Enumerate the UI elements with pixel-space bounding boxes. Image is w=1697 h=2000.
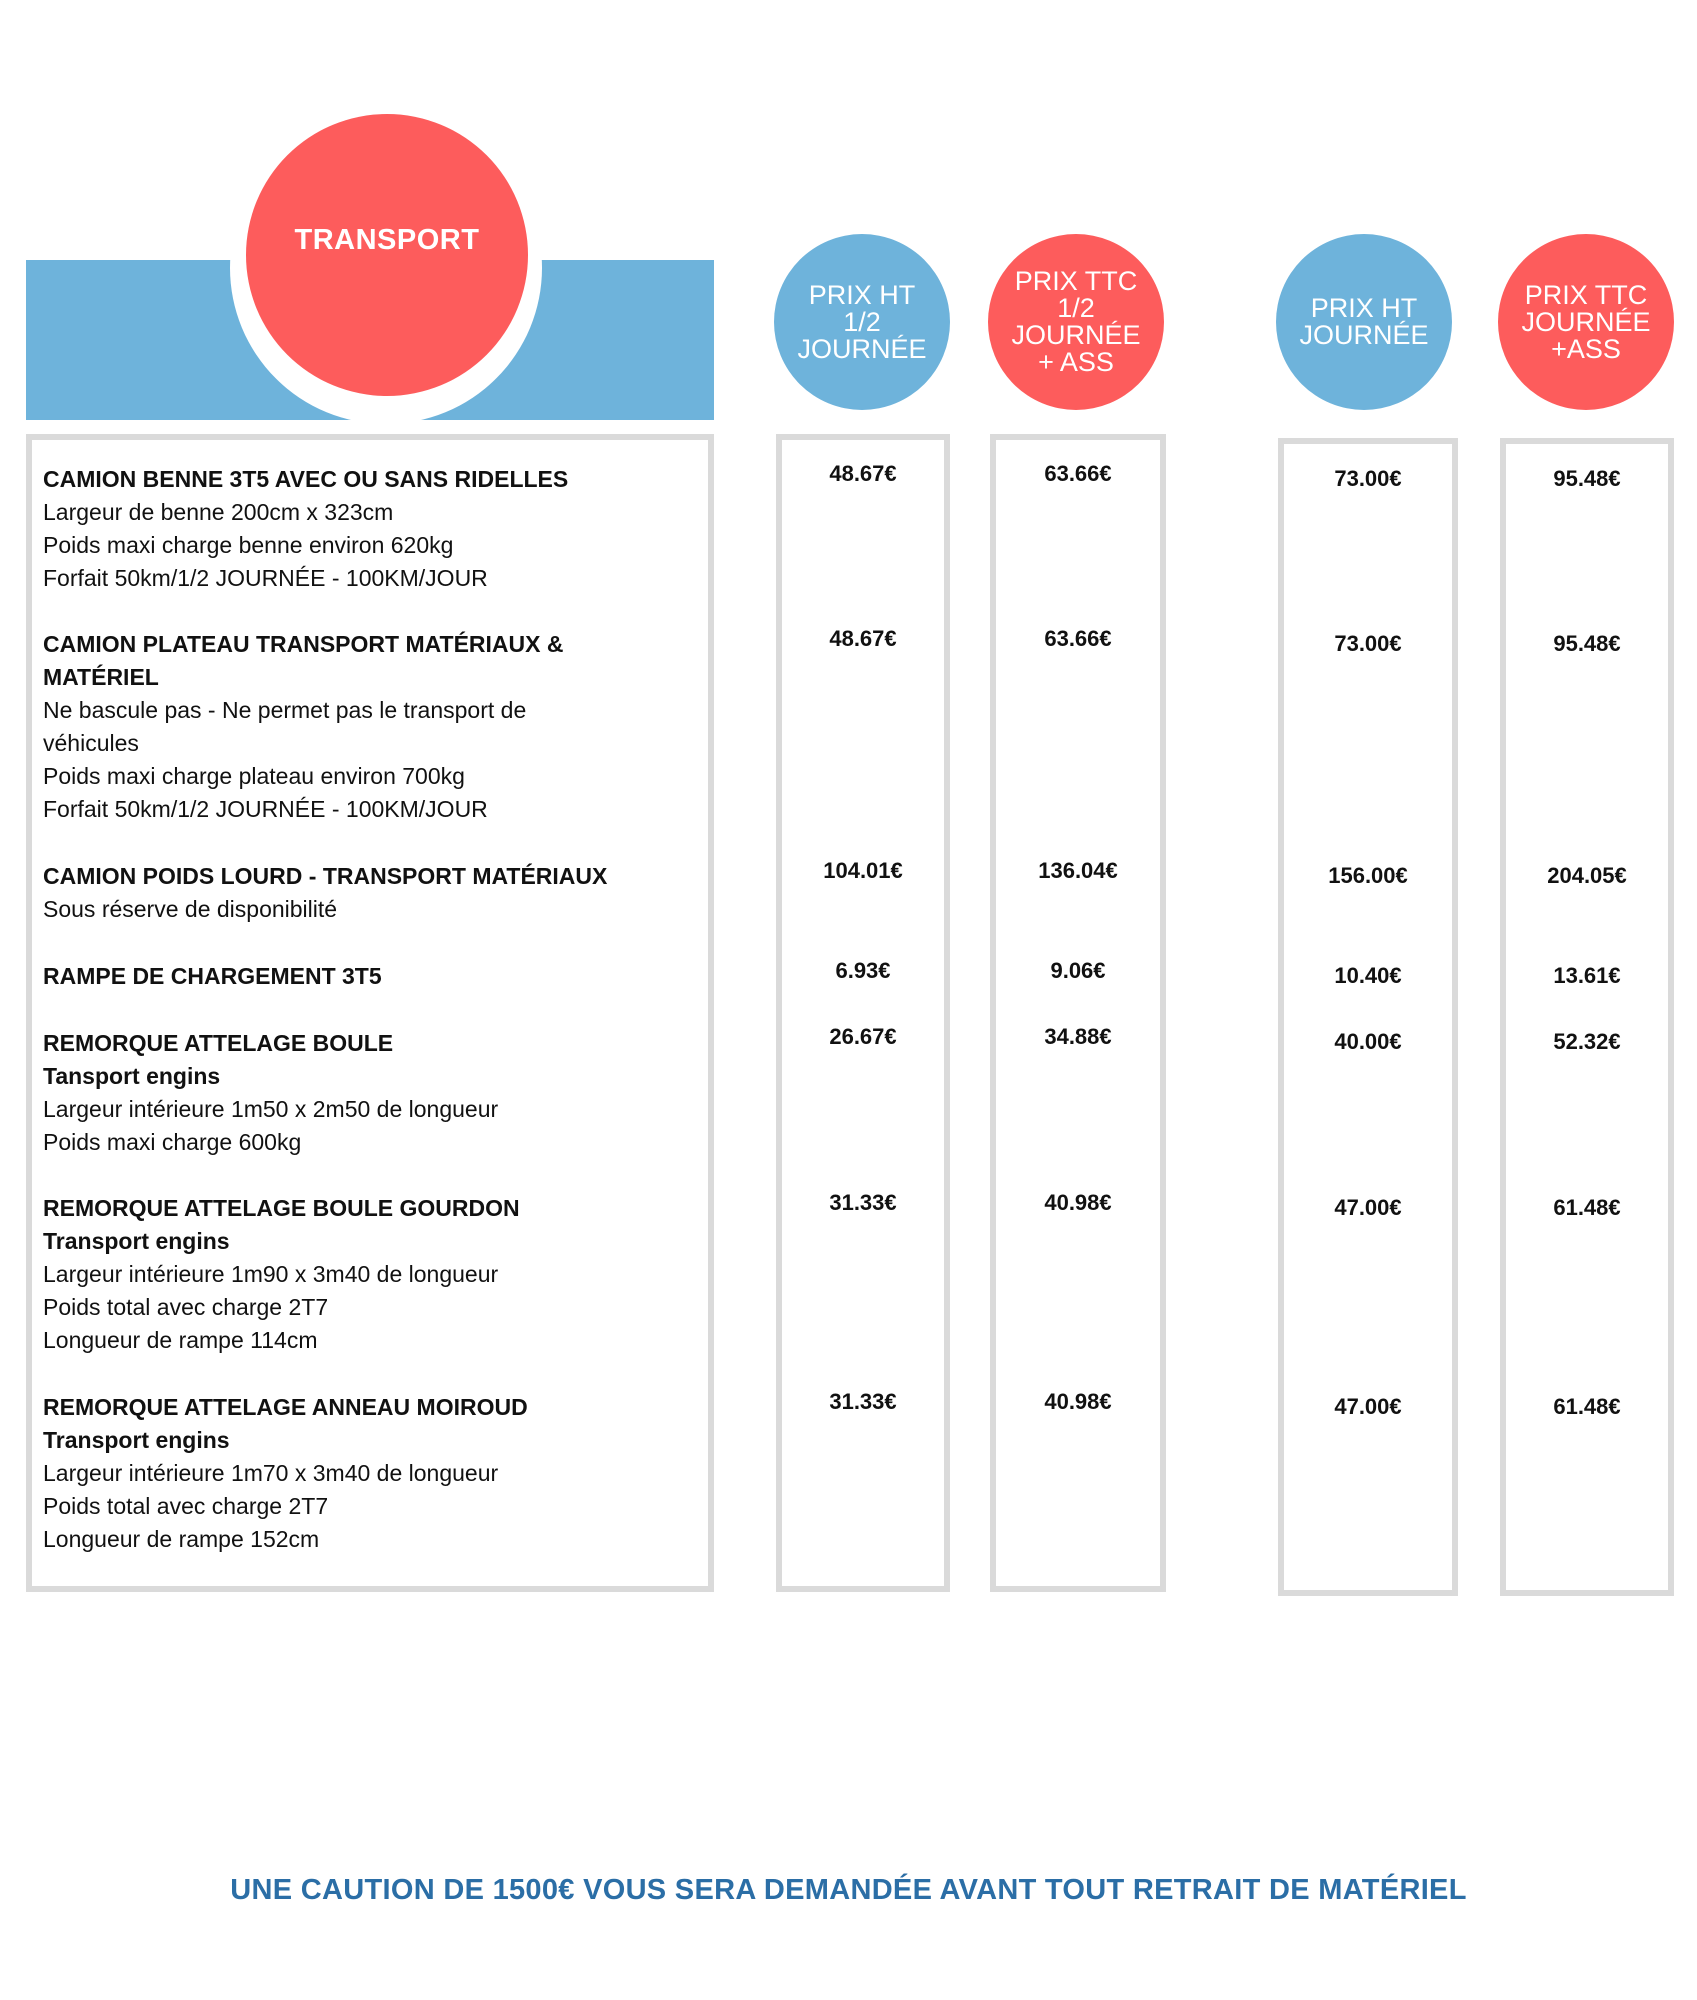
item-detail: Poids total avec charge 2T7: [43, 1294, 329, 1320]
item-detail: Largeur intérieure 1m90 x 3m40 de longueur: [43, 1261, 499, 1287]
item-name: REMORQUE ATTELAGE ANNEAU MOIROUD: [43, 1394, 528, 1420]
price-ht-half-day: 31.33€: [829, 1190, 897, 1215]
price-ttc-half-day: 63.66€: [1044, 626, 1112, 651]
price-ht-day: 40.00€: [1334, 1029, 1402, 1054]
list-item: [43, 860, 693, 926]
price-ht-day: 73.00€: [1334, 466, 1402, 491]
price-ttc-half-day: 40.98€: [1044, 1190, 1112, 1215]
list-item: [43, 960, 693, 993]
price-ht-day: 47.00€: [1334, 1195, 1402, 1220]
list-item: [43, 1391, 693, 1556]
section-title: TRANSPORT: [294, 223, 480, 256]
price-column-ttc-day: [1500, 438, 1674, 1596]
price-ttc-half-day: 63.66€: [1044, 461, 1112, 486]
item-name: REMORQUE ATTELAGE BOULE: [43, 1030, 394, 1056]
column-header-ttc-half-day: PRIX TTC 1/2 JOURNÉE + ASS: [988, 234, 1164, 410]
price-ttc-day: 61.48€: [1553, 1195, 1621, 1220]
item-subtitle: Tansport engins: [43, 1063, 221, 1089]
item-detail: Poids total avec charge 2T7: [43, 1493, 329, 1519]
item-subtitle: Transport engins: [43, 1427, 230, 1453]
list-item: [43, 1027, 693, 1159]
column-header-ht-day: PRIX HT JOURNÉE: [1276, 234, 1452, 410]
column-header-ht-half-day: PRIX HT 1/2 JOURNÉE: [774, 234, 950, 410]
column-header-ttc-day: PRIX TTC JOURNÉE +ASS: [1498, 234, 1674, 410]
item-detail: Largeur intérieure 1m50 x 2m50 de longueur: [43, 1096, 499, 1122]
item-name: CAMION BENNE 3T5 AVEC OU SANS RIDELLES: [43, 466, 569, 492]
price-ht-day: 73.00€: [1334, 631, 1402, 656]
price-ttc-day: 204.05€: [1547, 863, 1627, 888]
price-ht-day: 156.00€: [1328, 863, 1408, 888]
price-ttc-day: 52.32€: [1553, 1029, 1621, 1054]
item-name: CAMION PLATEAU TRANSPORT MATÉRIAUX &: [43, 631, 564, 657]
price-ttc-day: 95.48€: [1553, 631, 1621, 656]
item-detail: Largeur intérieure 1m70 x 3m40 de longueur: [43, 1460, 499, 1486]
price-column-ht-half-day: [776, 434, 950, 1592]
price-ttc-half-day: 40.98€: [1044, 1389, 1112, 1414]
price-ttc-day: 13.61€: [1553, 963, 1621, 988]
price-ht-half-day: 26.67€: [829, 1024, 897, 1049]
item-detail: Poids maxi charge 600kg: [43, 1129, 302, 1155]
price-ht-day: 10.40€: [1334, 963, 1402, 988]
item-detail: Sous réserve de disponibilité: [43, 896, 338, 922]
price-column-ht-day: [1278, 438, 1458, 1596]
item-detail: véhicules: [43, 730, 139, 756]
price-ht-half-day: 48.67€: [829, 461, 897, 486]
section-badge: [246, 114, 528, 396]
price-ttc-half-day: 9.06€: [1050, 958, 1106, 983]
price-ht-day: 47.00€: [1334, 1394, 1402, 1419]
item-detail: Poids maxi charge benne environ 620kg: [43, 532, 454, 558]
price-ttc-half-day: 136.04€: [1038, 858, 1118, 883]
price-ttc-day: 61.48€: [1553, 1394, 1621, 1419]
list-item: [43, 628, 693, 826]
item-name: CAMION POIDS LOURD - TRANSPORT MATÉRIAUX: [43, 863, 608, 889]
price-ht-half-day: 6.93€: [835, 958, 891, 983]
price-ttc-day: 95.48€: [1553, 466, 1621, 491]
price-ht-half-day: 48.67€: [829, 626, 897, 651]
item-detail: Longueur de rampe 152cm: [43, 1526, 320, 1552]
item-detail: Forfait 50km/1/2 JOURNÉE - 100KM/JOUR: [43, 565, 488, 591]
list-item: [43, 1192, 693, 1357]
price-ttc-half-day: 34.88€: [1044, 1024, 1112, 1049]
price-ht-half-day: 104.01€: [823, 858, 903, 883]
item-detail: Forfait 50km/1/2 JOURNÉE - 100KM/JOUR: [43, 796, 488, 822]
price-column-ttc-half-day: [990, 434, 1166, 1592]
item-detail: Ne bascule pas - Ne permet pas le transport de: [43, 697, 527, 723]
item-name: REMORQUE ATTELAGE BOULE GOURDON: [43, 1195, 520, 1221]
item-name-continued: MATÉRIEL: [43, 664, 159, 690]
deposit-notice: UNE CAUTION DE 1500€ VOUS SERA DEMANDÉE AVANT TOUT RETRAIT DE MATÉRIEL: [230, 1874, 1467, 1906]
item-detail: Poids maxi charge plateau environ 700kg: [43, 763, 465, 789]
item-detail: Longueur de rampe 114cm: [43, 1327, 318, 1353]
list-item: [43, 463, 693, 595]
item-detail: Largeur de benne 200cm x 323cm: [43, 499, 394, 525]
item-name: RAMPE DE CHARGEMENT 3T5: [43, 963, 382, 989]
price-ht-half-day: 31.33€: [829, 1389, 897, 1414]
item-subtitle: Transport engins: [43, 1228, 230, 1254]
